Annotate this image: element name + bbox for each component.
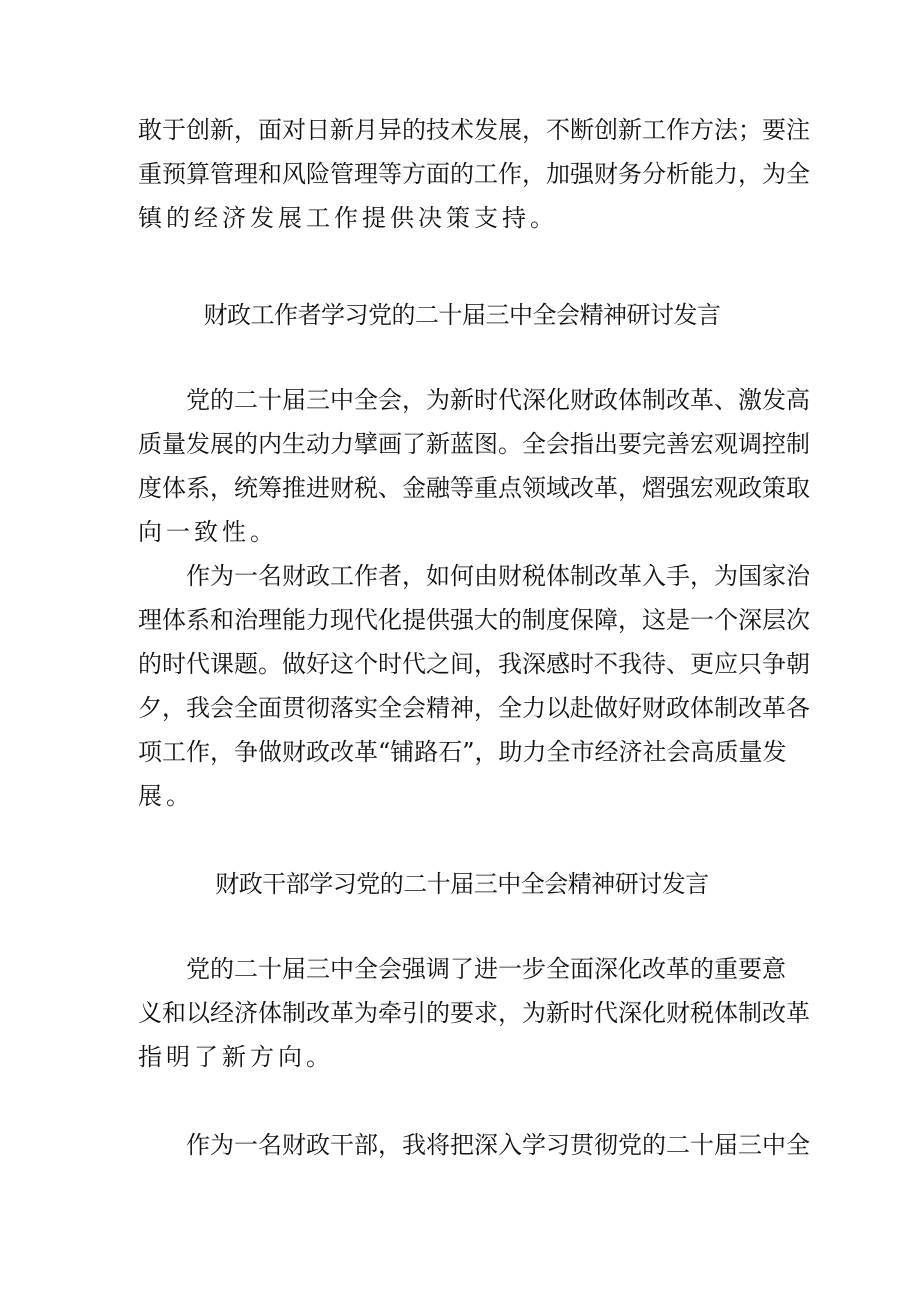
paragraph-line: 作为一名财政干部，我将把深入学习贯彻党的二十届三中全 (186, 1131, 810, 1159)
paragraph-line: 指明了新方向。 (138, 1043, 334, 1071)
paragraph-line: 夕，我会全面贯彻落实全会精神，全力以赴做好财政体制改革各 (138, 694, 810, 722)
paragraph-line: 度体系，统筹推进财税、金融等重点领域改革，熠强宏观政策取 (138, 474, 810, 502)
paragraph-line: 向一致性。 (138, 518, 278, 546)
paragraph-line: 的时代课题。做好这个时代之间，我深感时不我待、更应只争朝 (138, 650, 810, 678)
paragraph-line: 党的二十届三中全会强调了进一步全面深化改革的重要意 (186, 955, 786, 983)
paragraph-line: 重预算管理和风险管理等方面的工作，加强财务分析能力，为全 (138, 160, 810, 188)
paragraph-line: 义和以经济体制改革为牵引的要求，为新时代深化财税体制改革 (138, 999, 810, 1027)
paragraph-line: 质量发展的内生动力擘画了新蓝图。全会指出要完善宏观调控制 (138, 430, 810, 458)
paragraph-line: 敢于创新，面对日新月异的技术发展，不断创新工作方法；要注 (138, 116, 810, 144)
paragraph-line: 作为一名财政工作者，如何由财税体制改革入手，为国家治 (186, 562, 810, 590)
section-title: 财政工作者学习党的二十届三中全会精神研讨发言 (203, 301, 721, 329)
paragraph-line: 项工作，争做财政改革“铺路石”，助力全市经济社会高质量发 (138, 738, 787, 766)
paragraph-line: 镇的经济发展工作提供决策支持。 (138, 204, 558, 232)
section-title: 财政干部学习党的二十届三中全会精神研讨发言 (215, 870, 709, 898)
paragraph-line: 理体系和治理能力现代化提供强大的制度保障，这是一个深层次 (138, 606, 810, 634)
paragraph-line: 党的二十届三中全会，为新时代深化财政体制改革、激发高 (186, 386, 810, 414)
paragraph-line: 展。 (138, 782, 194, 810)
